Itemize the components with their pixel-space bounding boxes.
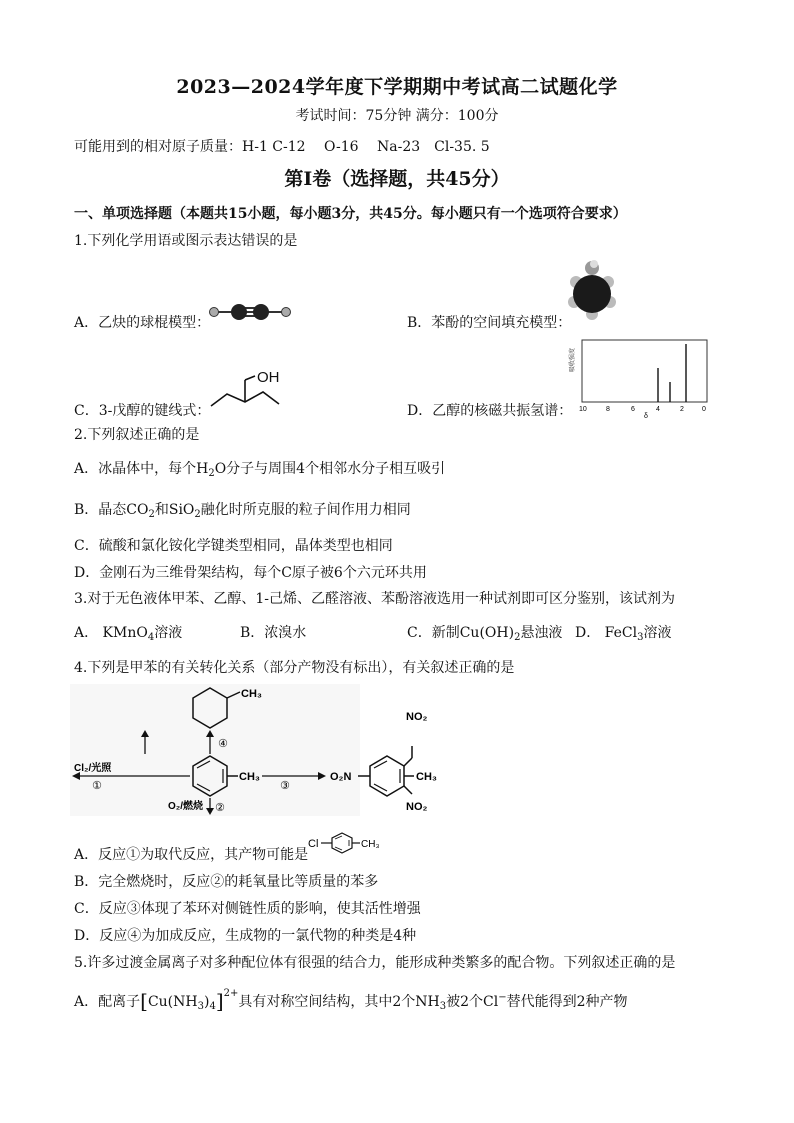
nmr-tick: 10 [579, 406, 587, 413]
atomic-masses: 可能用到的相对原子质量：H-1 C-12 O-16 Na-23 Cl-35. 5 [74, 139, 490, 155]
q1-option-d: D．乙醇的核磁共振氢谱： [407, 403, 573, 419]
cl2-light-label: Cl₂/光照 [74, 763, 112, 774]
q2-option-d: D．金刚石为三维骨架结构，每个C原子被6个六元环共用 [74, 565, 427, 581]
nmr-xlabel: δ [644, 413, 648, 420]
p-chlorotoluene-structure [308, 830, 398, 858]
exam-title: 2023—2024学年度下学期期中考试高二试题化学 [176, 76, 618, 98]
q2-option-c: C．硫酸和氯化铵化学键类型相同，晶体类型也相同 [74, 538, 393, 554]
q4-option-d: D．反应④为加成反应，生成物的一氯代物的种类是4种 [74, 928, 417, 944]
q1-stem: 1.下列化学用语或图示表达错误的是 [74, 233, 298, 249]
q3-option-d: D． FeCl$_3$溶液 [575, 625, 672, 643]
phenol-space-filling-model [566, 258, 618, 322]
q3-option-a: A． KMnO$_4$溶液 [74, 625, 183, 643]
ch3-label: CH₃ [241, 688, 262, 700]
nmr-tick: 0 [702, 406, 706, 413]
q2-stem: 2.下列叙述正确的是 [74, 427, 200, 443]
section-title: 第Ⅰ卷（选择题，共45分） [284, 168, 510, 190]
toluene-reaction-scheme [70, 684, 360, 816]
o2n-label: O₂N [330, 771, 352, 783]
section-instruction: 一、单项选择题（本题共15小题，每小题3分，共45分。每小题只有一个选项符合要求） [74, 206, 627, 222]
q4-option-c: C．反应③体现了苯环对侧链性质的影响，使其活性增强 [74, 901, 421, 917]
3-pentanol-skeletal-formula [205, 366, 295, 414]
no2-label: NO₂ [406, 711, 428, 723]
q3-option-c: C．新制$Cu(OH)_2$悬浊液 [407, 625, 563, 643]
oh-label: OH [257, 369, 280, 386]
q4-option-b: B．完全燃烧时，反应②的耗氧量比等质量的苯多 [74, 874, 379, 890]
ethanol-nmr-spectrum [562, 338, 712, 420]
exam-info: 考试时间：75分钟 满分：100分 [295, 108, 499, 124]
step-1-label: ① [92, 780, 102, 792]
q4-option-a: A．反应①为取代反应，其产物可能是 [74, 847, 309, 863]
o2-burn-label: O₂/燃烧 [168, 801, 203, 812]
q3-stem: 3.对于无色液体甲苯、乙醇、1-己烯、乙醛溶液、苯酚溶液选用一种试剂即可区分鉴别，该试剂为 [74, 591, 675, 607]
acetylene-ball-stick-model [206, 298, 294, 326]
q4-stem: 4.下列是甲苯的有关转化关系（部分产物没有标出），有关叙述正确的是 [74, 660, 515, 676]
q1-option-c: C．3-戊醇的键线式： [74, 403, 211, 419]
ch3-label: CH₃ [416, 771, 437, 783]
step-2-label: ② [215, 802, 225, 814]
nmr-tick: 4 [656, 406, 660, 413]
nmr-ylabel: 吸收强度 [570, 347, 576, 372]
ch3-label: CH₃ [239, 771, 260, 783]
q5-option-a: A．配离子$[Cu(NH_3)_4]^{2+}$具有对称空间结构，其中2个$NH_3$被2个Cl−替代能得到2种产物 [74, 988, 628, 1013]
q3-option-b: B．浓溴水 [240, 625, 307, 641]
cl-label: Cl [308, 838, 319, 850]
ch3-label: CH₃ [361, 839, 380, 850]
q5-stem: 5.许多过渡金属离子对多种配位体有很强的结合力，能形成种类繁多的配合物。下列叙述正确的是 [74, 955, 676, 971]
tnt-structure [330, 700, 510, 812]
step-4-label: ④ [218, 738, 228, 750]
q1-option-a: A．乙炔的球棍模型： [74, 315, 211, 331]
step-3-label: ③ [280, 780, 290, 792]
nmr-tick: 8 [606, 406, 610, 413]
q1-option-b: B．苯酚的空间填充模型： [407, 315, 572, 331]
nmr-tick: 2 [680, 406, 684, 413]
no2-label: NO₂ [406, 801, 428, 812]
nmr-tick: 6 [631, 406, 635, 413]
q2-option-a: A．冰晶体中，每个$H_2O$分子与周围4个相邻水分子相互吸引 [74, 461, 446, 479]
q2-option-b: B．晶态$CO_2$和SiO$_2$融化时所克服的粒子间作用力相同 [74, 502, 411, 520]
